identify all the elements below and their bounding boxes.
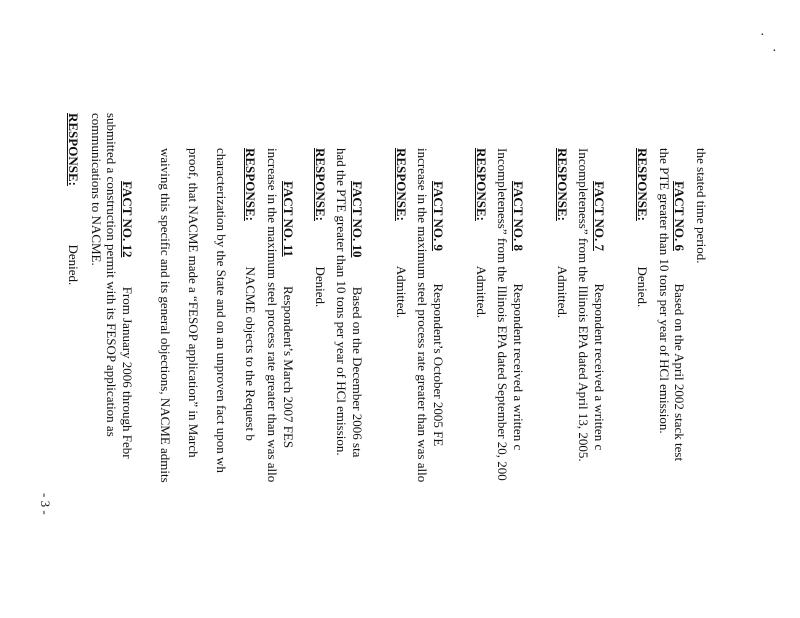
body-text: the PTE greater than 10 tons per year of HCl emission. (657, 148, 672, 434)
body-text: Denied. (635, 266, 650, 308)
fact-heading: FACT NO. 11 (281, 181, 296, 257)
response-label: RESPONSE: (313, 148, 328, 221)
response-6-line (620, 135, 665, 307)
body-text: had the PTE greater than 10 tons per year of HCl emission. (334, 148, 349, 456)
body-text: the stated time period. (694, 148, 709, 264)
body-text: communications to NACME. (89, 113, 104, 266)
fact-heading: FACT NO. 12 (120, 181, 135, 258)
body-text: Based on the December 2006 sta (350, 286, 365, 458)
response-8-line (459, 135, 504, 318)
body-text: Based on the April 2002 stack test (672, 283, 687, 462)
scan-speck: · (772, 44, 777, 59)
fact-heading: FACT NO. 6 (672, 181, 687, 251)
body-text: Incompleteness” from the Illinois EPA dated September 20, 200 (495, 148, 510, 481)
fact-heading: FACT NO. 10 (350, 181, 365, 258)
body-text: Admitted. (555, 265, 570, 319)
body-text: Denied. (313, 266, 328, 308)
fact-heading: FACT NO. 8 (511, 181, 526, 251)
fact-heading: FACT NO. 9 (431, 181, 446, 251)
page-number (23, 480, 68, 515)
body-text: Incompleteness” from the Illinois EPA dated April 13, 2005. (576, 148, 591, 462)
response-label: RESPONSE: (474, 148, 489, 221)
fact-heading: FACT NO. 7 (592, 181, 607, 251)
body-text: Admitted. (474, 265, 489, 319)
body-text: Respondent’s March 2007 FES (281, 285, 296, 449)
body-text: characterization by the State and on an unproven fact upon wh (214, 148, 229, 473)
body-text: Respondent received a written c (592, 283, 607, 451)
response-9-line (379, 135, 424, 318)
body-text: NACME objects to the Request b (243, 266, 258, 441)
body-text: From January 2006 through Febr (120, 286, 135, 459)
response-label: RESPONSE: (555, 148, 570, 221)
body-text: Admitted. (394, 265, 409, 319)
response-label: RESPONSE: (243, 148, 258, 221)
body-text: Respondent received a written c (511, 283, 526, 451)
response-label: RESPONSE: (635, 148, 650, 221)
body-text: Respondent’s October 2005 FE (431, 283, 446, 447)
response-label: RESPONSE: (394, 148, 409, 221)
scan-speck: · (760, 28, 765, 43)
response-12-line (51, 100, 96, 285)
response-7-line (540, 135, 585, 318)
body-text: proof, that NACME made a “FESOP application” in March (186, 148, 201, 458)
body-text: increase in the maximum steel process rate greater than was allo (265, 148, 280, 483)
body-text: waiving this specific and its general objections, NACME admits (158, 148, 173, 483)
body-text: submitted a construction permit with its FESOP application as (104, 113, 119, 437)
page-number-text: - 3 - (38, 493, 53, 515)
body-text: increase in the maximum steel process rate greater than was allo (415, 148, 430, 483)
response-label: RESPONSE: (66, 113, 81, 186)
body-text: Denied. (66, 244, 81, 286)
